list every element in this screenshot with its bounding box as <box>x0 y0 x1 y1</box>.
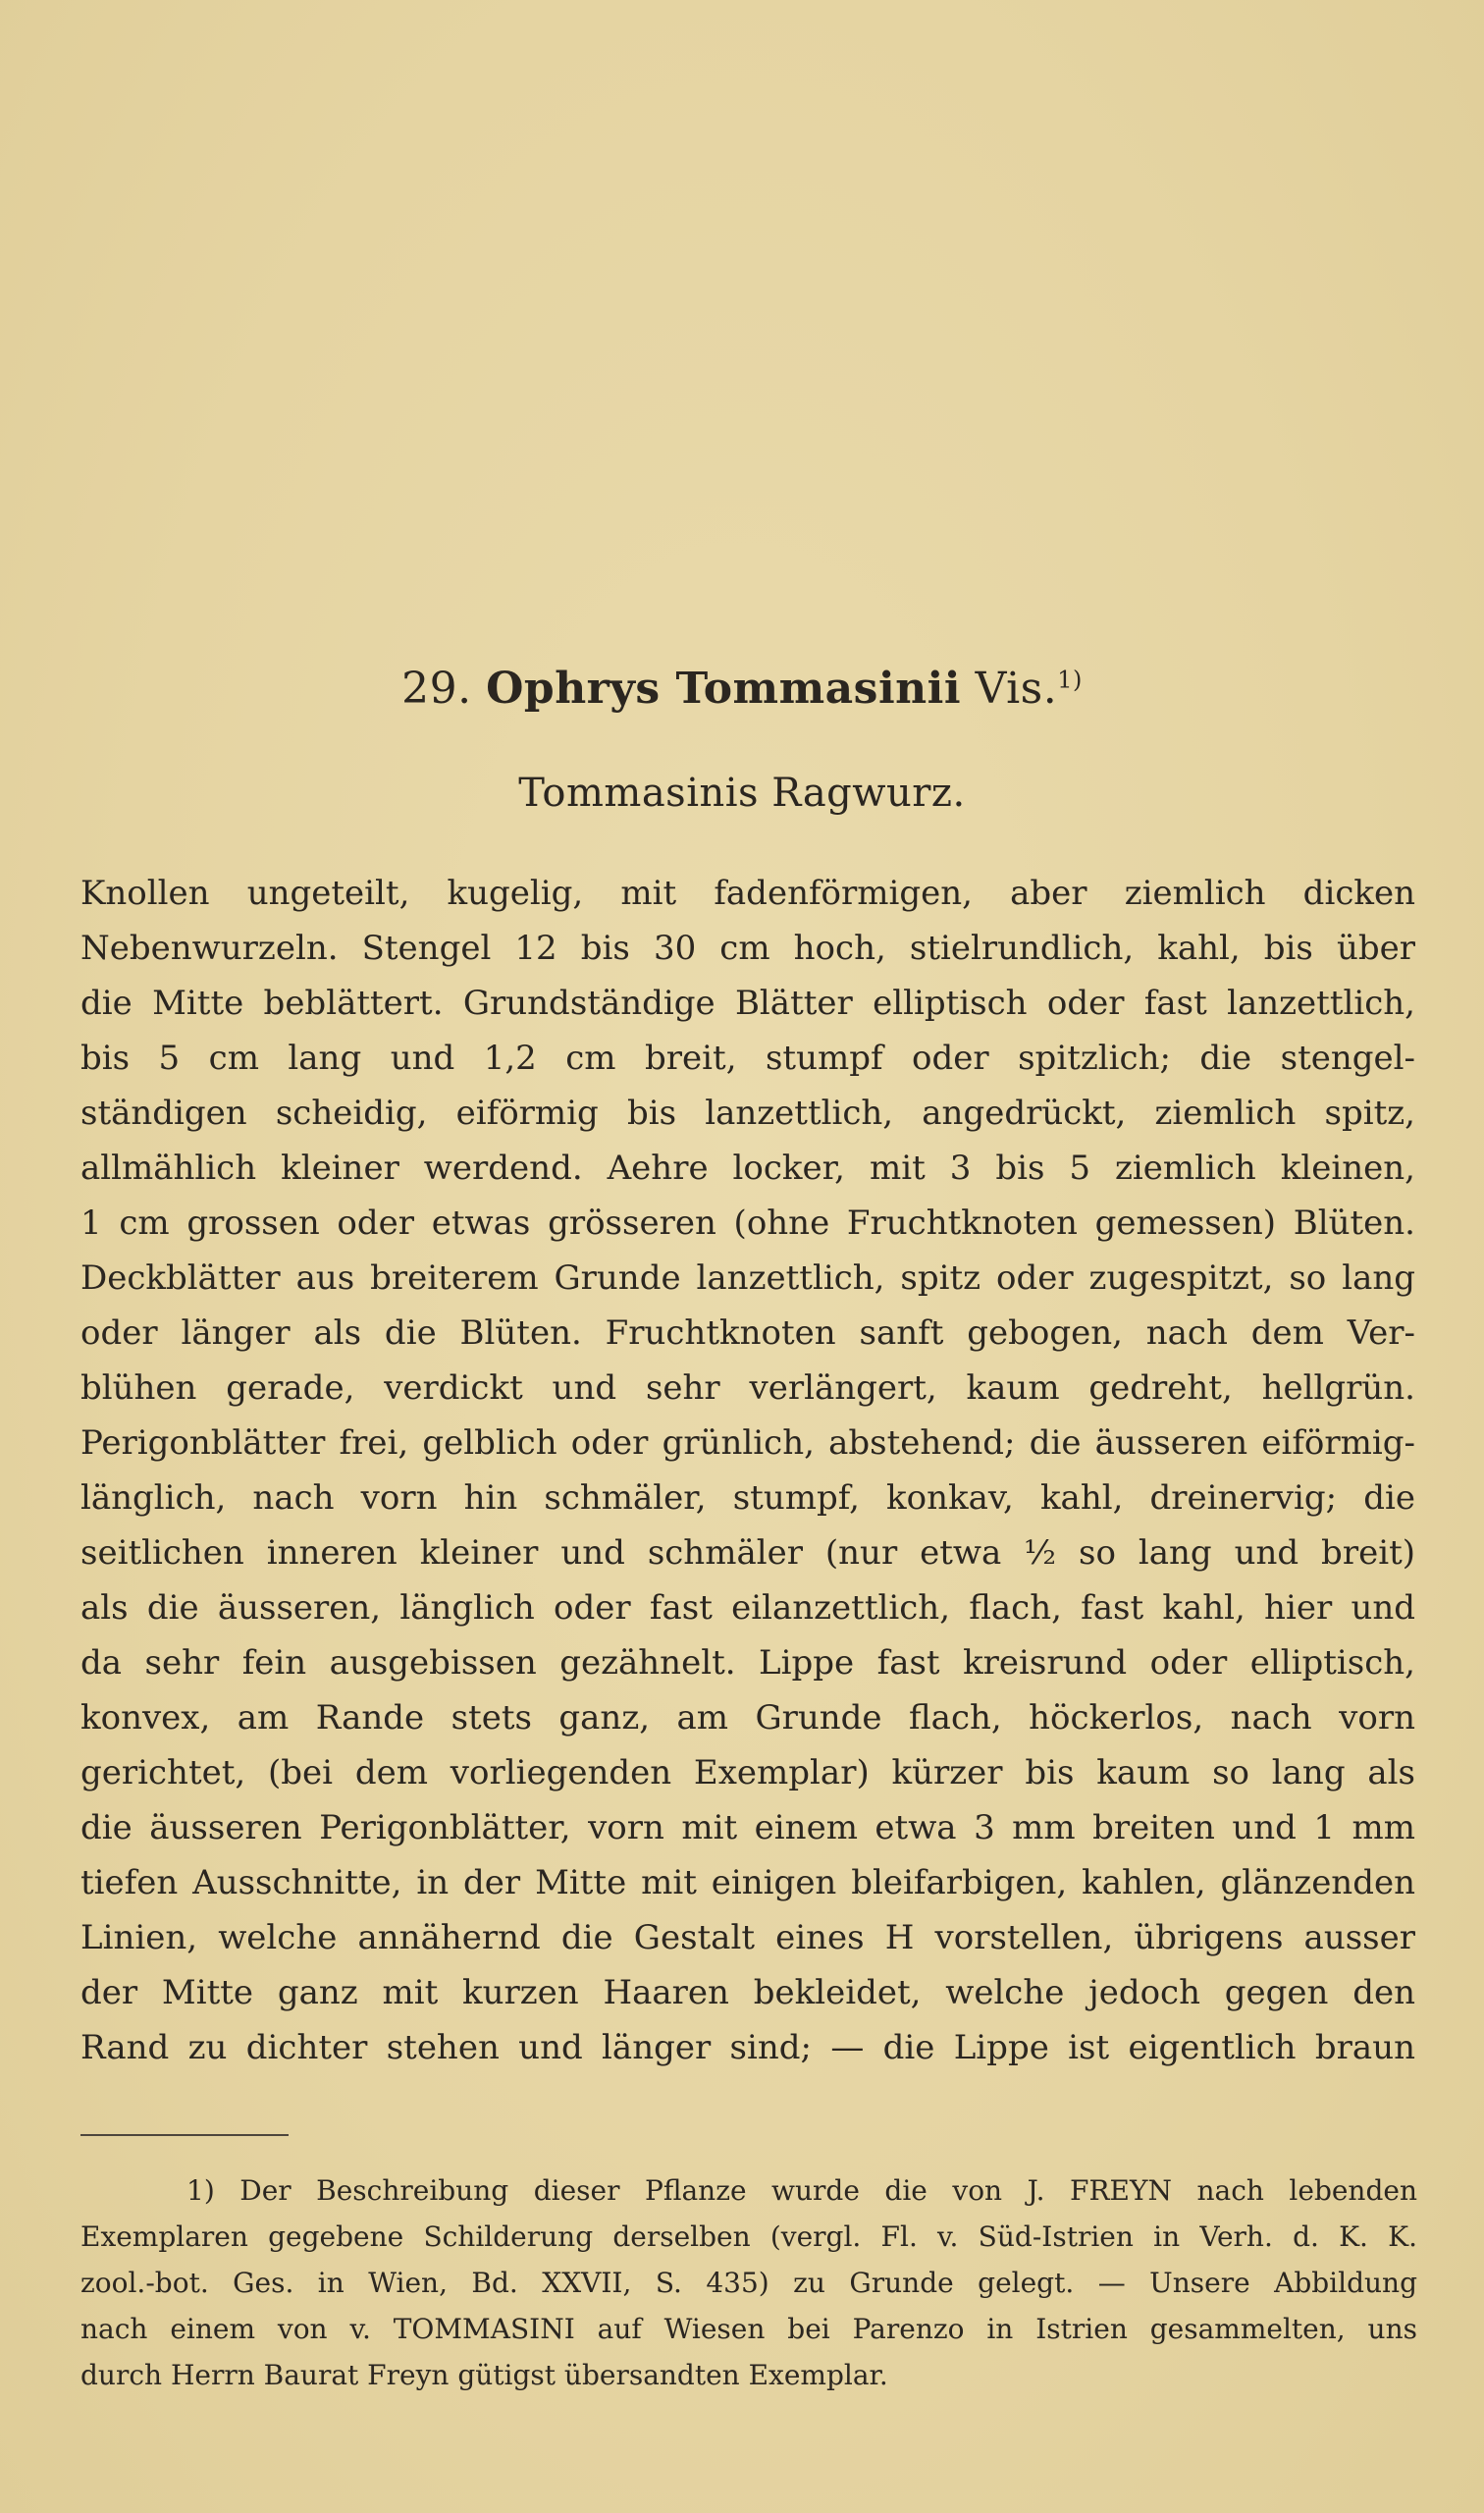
text-line: tiefen Ausschnitte, in der Mitte mit einigen bleifarbigen, kahlen, glänzenden <box>80 1863 1415 1902</box>
text-line: ständigen scheidig, eiförmig bis lanzettlich, angedrückt, ziemlich spitz, <box>80 1094 1415 1133</box>
text-line: 1 cm grossen oder etwas grösseren (ohne Fruchtknoten gemessen) Blüten. <box>80 1203 1415 1243</box>
footnote-separator <box>80 2134 289 2136</box>
text-line: Linien, welche annähernd die Gestalt eines H vorstellen, übrigens ausser <box>80 1918 1415 1957</box>
footnote-line: nach einem von v. TOMMASINI auf Wiesen bei Parenzo in Istrien gesammelten, uns <box>80 2313 1417 2345</box>
species-heading <box>0 660 1484 719</box>
text-line: oder länger als die Blüten. Fruchtknoten sanft gebogen, nach dem Ver- <box>80 1313 1415 1353</box>
text-line: allmählich kleiner werdend. Aehre locker, mit 3 bis 5 ziemlich kleinen, <box>80 1149 1415 1188</box>
footnote-line: 1) Der Beschreibung dieser Pflanze wurde die von J. FREYN nach lebenden <box>186 2174 1417 2207</box>
species-author: Vis. <box>975 664 1058 714</box>
text-line: seitlichen inneren kleiner und schmäler (nur etwa ½ so lang und breit) <box>80 1533 1415 1573</box>
text-line: länglich, nach vorn hin schmäler, stumpf, konkav, kahl, dreinervig; die <box>80 1478 1415 1518</box>
text-line: die Mitte beblättert. Grundständige Blätter elliptisch oder fast lanzettlich, <box>80 984 1415 1023</box>
footnote-line: durch Herrn Baurat Freyn gütigst übersandten Exemplar. <box>80 2359 888 2391</box>
text-line: blühen gerade, verdickt und sehr verlängert, kaum gedreht, hellgrün. <box>80 1368 1415 1408</box>
text-line: da sehr fein ausgebissen gezähnelt. Lippe fast kreisrund oder elliptisch, <box>80 1643 1415 1683</box>
species-number: 29. <box>401 664 472 714</box>
text-line: die äusseren Perigonblätter, vorn mit einem etwa 3 mm breiten und 1 mm <box>80 1808 1415 1847</box>
text-line: Rand zu dichter stehen und länger sind; — die Lippe ist eigentlich braun <box>80 2028 1415 2067</box>
species-name: Ophrys Tommasinii <box>486 664 962 714</box>
footnote-line: zool.-bot. Ges. in Wien, Bd. XXVII, S. 435) zu Grunde gelegt. — Unsere Abbildung <box>80 2267 1417 2299</box>
text-line: konvex, am Rande stets ganz, am Grunde flach, höckerlos, nach vorn <box>80 1698 1415 1738</box>
text-line: gerichtet, (bei dem vorliegenden Exemplar) kürzer bis kaum so lang als <box>80 1753 1415 1792</box>
text-line: Deckblätter aus breiterem Grunde lanzettlich, spitz oder zugespitzt, so lang <box>80 1258 1415 1298</box>
text-line: Perigonblätter frei, gelblich oder grünlich, abstehend; die äusseren eiförmig- <box>80 1423 1415 1463</box>
text-line: Knollen ungeteilt, kugelig, mit fadenförmigen, aber ziemlich dicken <box>80 874 1415 913</box>
footnote-line: Exemplaren gegebene Schilderung derselben (vergl. Fl. v. Süd-Istrien in Verh. d. K. K. <box>80 2220 1417 2253</box>
text-line: Nebenwurzeln. Stengel 12 bis 30 cm hoch, stielrundlich, kahl, bis über <box>80 929 1415 968</box>
footnote-reference: 1) <box>1057 666 1083 694</box>
description-paragraph <box>80 866 1415 2075</box>
footnote <box>80 2167 1417 2398</box>
text-line: der Mitte ganz mit kurzen Haaren bekleidet, welche jedoch gegen den <box>80 1973 1415 2012</box>
text-line: als die äusseren, länglich oder fast eilanzettlich, flach, fast kahl, hier und <box>80 1588 1415 1628</box>
text-line: bis 5 cm lang und 1,2 cm breit, stumpf oder spitzlich; die stengel- <box>80 1039 1415 1078</box>
common-name: Tommasinis Ragwurz. <box>518 771 966 816</box>
